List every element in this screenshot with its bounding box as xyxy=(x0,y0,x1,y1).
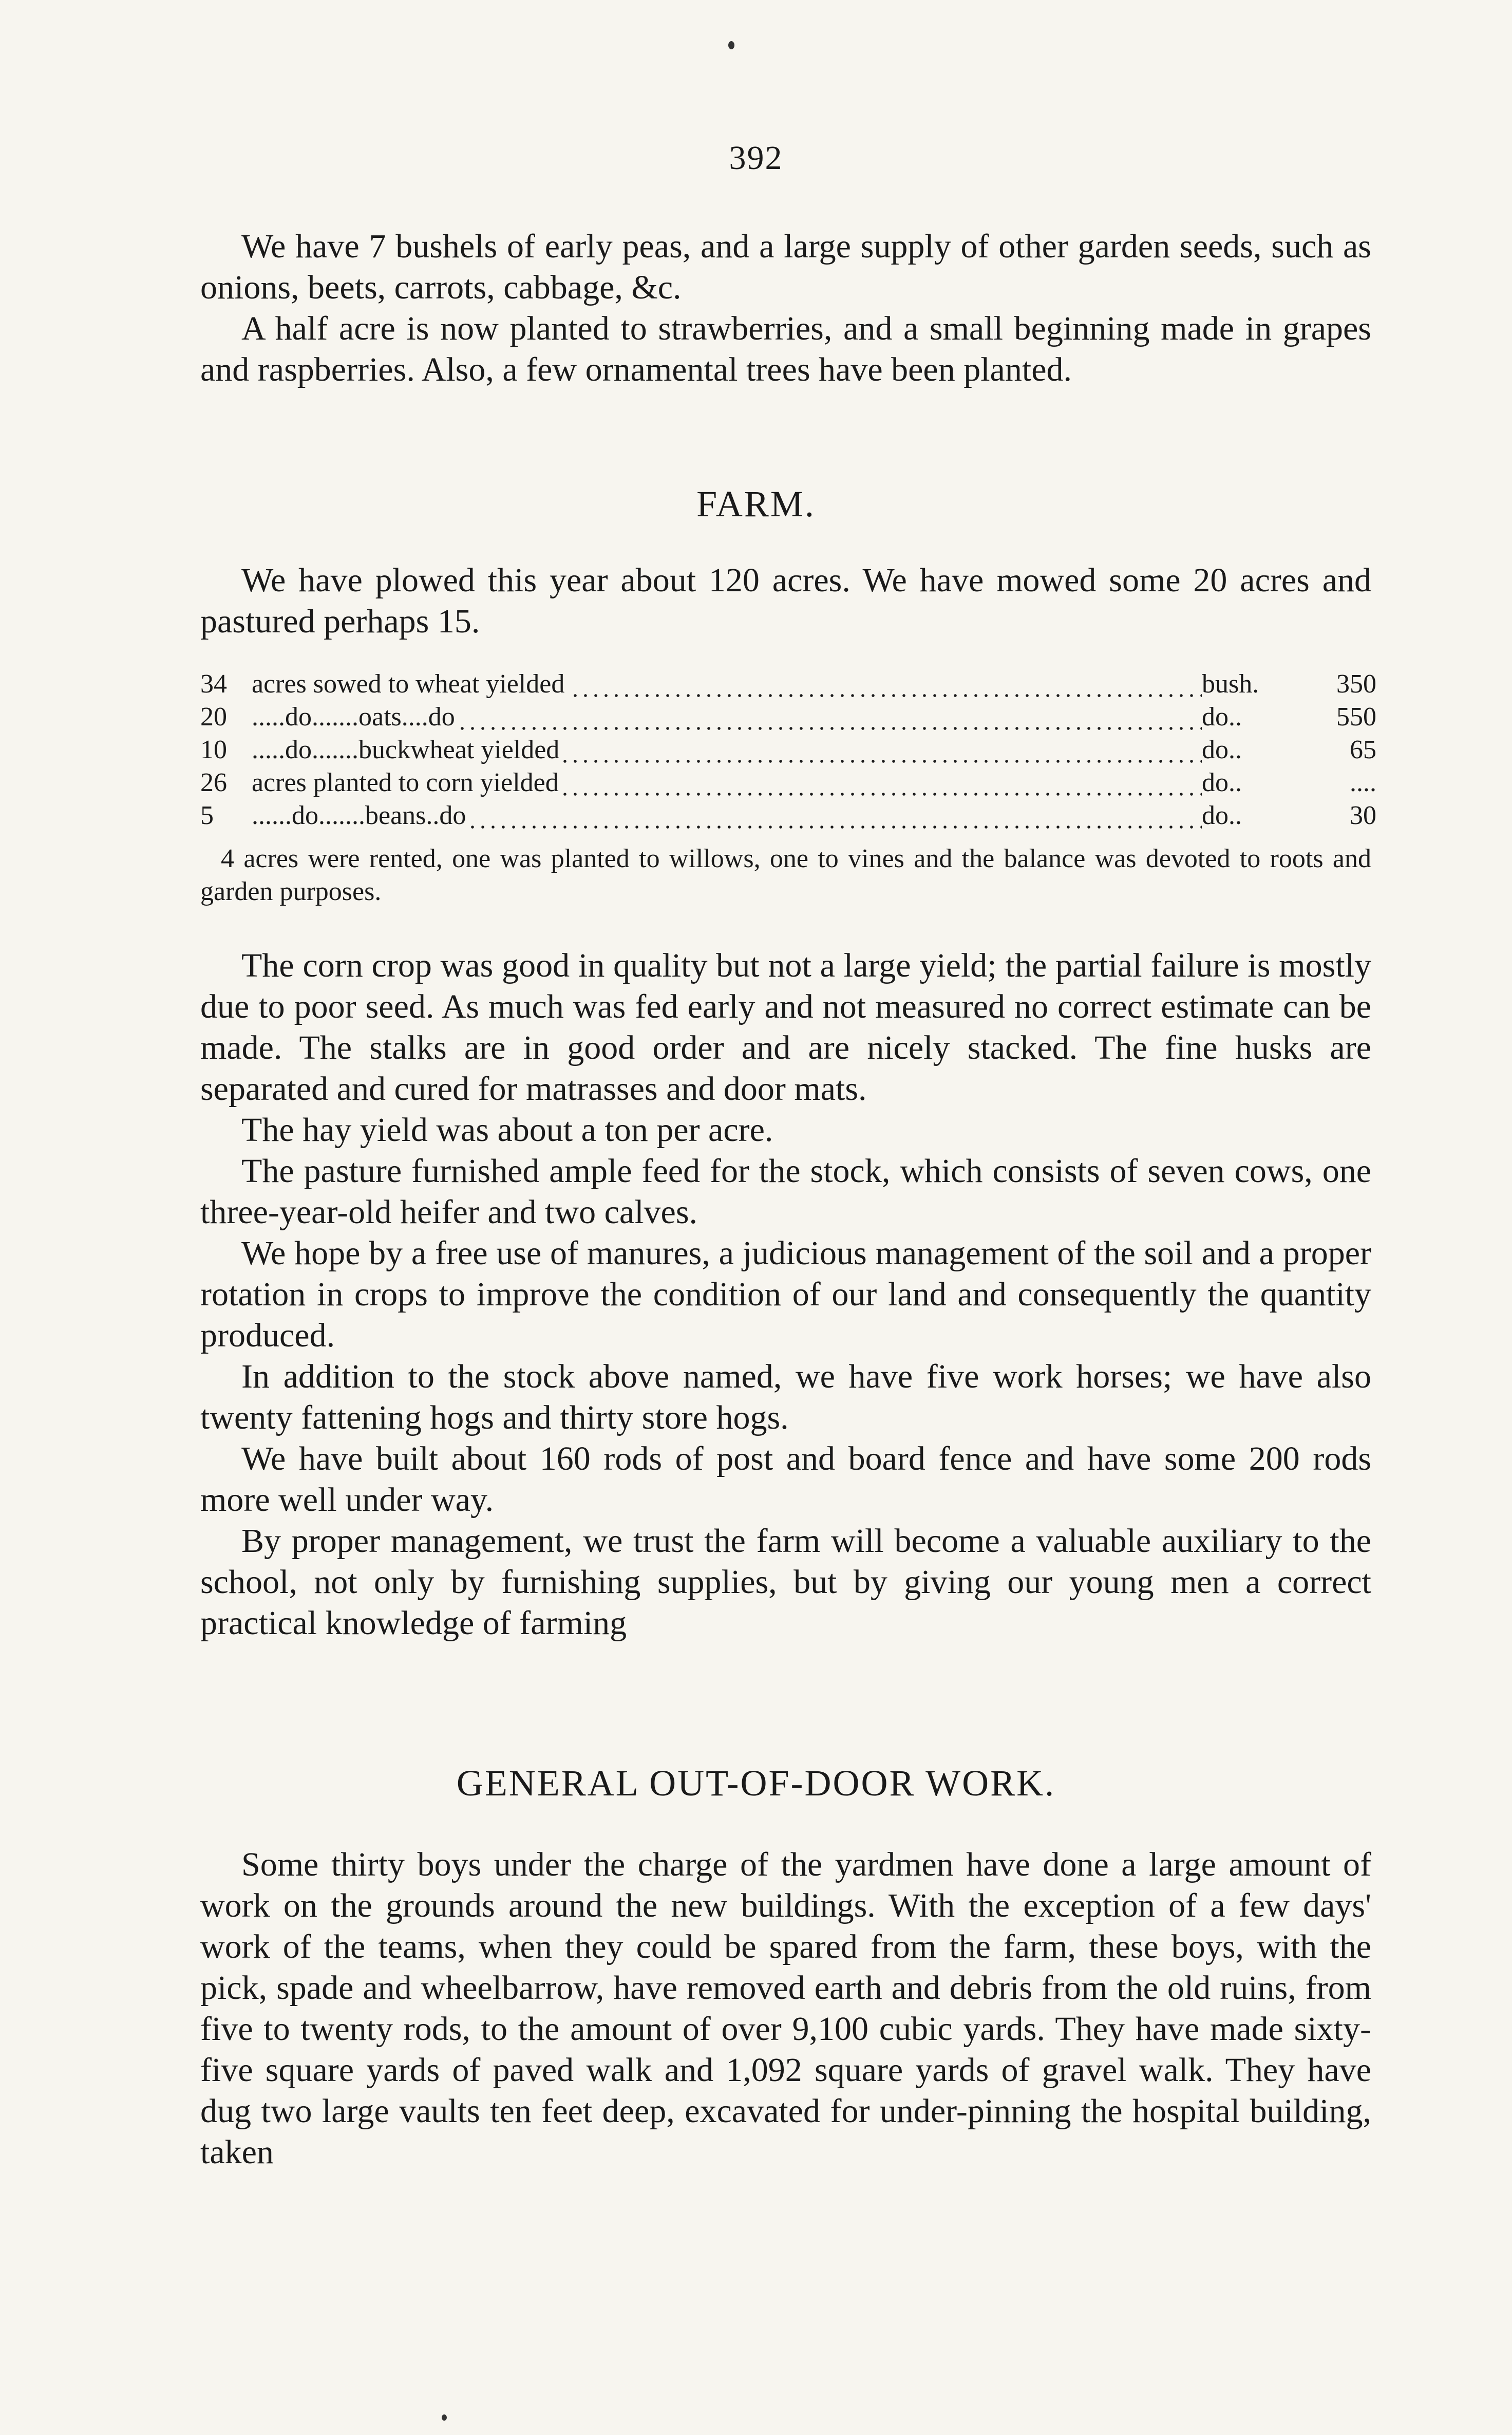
unit-cell: do.. xyxy=(1202,801,1242,830)
table-row xyxy=(200,799,1376,832)
yield-cell: 350 xyxy=(1336,669,1376,699)
farm-intro-paragraph: We have plowed this year about 120 acres. We have mowed some 20 acres and pastured perhaps 15. xyxy=(200,561,1371,640)
table-row xyxy=(200,668,1376,701)
acres-cell: 10 xyxy=(200,735,227,764)
unit-cell: do.. xyxy=(1202,768,1242,797)
ink-speck xyxy=(728,41,734,49)
intro-paragraph: We have 7 bushels of early peas, and a large supply of other garden seeds, such as onions, beets, carrots, cabbage, &c. xyxy=(200,228,1371,306)
crop-description: acres sowed to wheat yielded xyxy=(252,669,569,699)
farm-paragraph: The pasture furnished ample feed for the stock, which consists of seven cows, one three-year-old heifer and two calves. xyxy=(200,1152,1371,1231)
general-heading: GENERAL OUT-OF-DOOR WORK. xyxy=(456,1763,1056,1804)
crop-footnote: 4 acres were rented, one was planted to willows, one to vines and the balance was devoted to roots and garden purposes. xyxy=(200,844,1371,906)
crop-description: .....do.......oats....do xyxy=(252,702,459,732)
crop-description: .....do.......buckwheat yielded xyxy=(252,735,563,764)
intro-section xyxy=(200,226,1371,390)
acres-cell: 26 xyxy=(200,768,227,797)
crop-yield-table xyxy=(200,668,1376,832)
intro-paragraph: A half acre is now planted to strawberries, and a small beginning made in grapes and raspberries. Also, a few ornamental trees have been planted. xyxy=(200,310,1371,388)
table-row xyxy=(200,766,1376,799)
yield-cell: 550 xyxy=(1336,702,1376,732)
crop-description-cell xyxy=(252,734,1202,766)
farm-paragraph: We hope by a free use of manures, a judicious management of the soil and a proper rotation in crops to improve the condition of our land and consequently the quantity produced. xyxy=(200,1234,1371,1354)
crop-description: acres planted to corn yielded xyxy=(252,768,563,797)
yield-cell: 30 xyxy=(1350,801,1376,830)
farm-body xyxy=(200,945,1371,1644)
page-number: 392 xyxy=(729,139,783,177)
farm-intro xyxy=(200,560,1371,642)
yield-cell: .... xyxy=(1350,768,1376,797)
unit-cell: do.. xyxy=(1202,735,1242,764)
unit-cell: do.. xyxy=(1202,702,1242,732)
table-row xyxy=(200,734,1376,766)
table-row xyxy=(200,701,1376,734)
acres-cell: 34 xyxy=(200,669,227,699)
crop-description-cell xyxy=(252,701,1202,734)
farm-paragraph: We have built about 160 rods of post and board fence and have some 200 rods more well under way. xyxy=(200,1440,1371,1519)
crop-description-cell xyxy=(252,799,1202,832)
farm-heading: FARM. xyxy=(696,483,816,525)
ink-speck xyxy=(442,2414,447,2421)
farm-paragraph: The corn crop was good in quality but not a large yield; the partial failure is mostly due to poor seed. As much was fed early and not measured no correct estimate can be made. The stalks are in good order and are nicely stacked. The fine husks are separated and cured for matrasses and door mats. xyxy=(200,947,1371,1108)
acres-cell: 20 xyxy=(200,702,227,732)
yield-cell: 65 xyxy=(1350,735,1376,764)
farm-paragraph: By proper management, we trust the farm will become a valuable auxiliary to the school, not only by furnishing supplies, but by giving our young men a correct practical knowledge of farming xyxy=(200,1522,1371,1642)
crop-description: ......do.......beans..do xyxy=(252,801,470,830)
general-paragraph: Some thirty boys under the charge of the yardmen have done a large amount of work on the grounds around the new buildings. With the exception of a few days' work of the teams, when they could be spared from the farm, these boys, with the pick, spade and wheelbarrow, have removed earth and debris from the old ruins, from five to twenty rods, to the amount of over 9,100 cubic yards. They have made sixty-five square yards of paved walk and 1,092 square yards of gravel walk. They have dug two large vaults ten feet deep, excavated for under-pinning the hospital building, taken xyxy=(200,1846,1371,2171)
farm-paragraph: In addition to the stock above named, we have five work horses; we have also twenty fattening hogs and thirty store hogs. xyxy=(200,1358,1371,1436)
crop-description-cell xyxy=(252,766,1202,799)
acres-cell: 5 xyxy=(200,801,214,830)
general-body xyxy=(200,1844,1371,2173)
unit-cell: bush. xyxy=(1202,669,1259,699)
crop-description-cell xyxy=(252,668,1202,701)
farm-paragraph: The hay yield was about a ton per acre. xyxy=(241,1111,773,1149)
